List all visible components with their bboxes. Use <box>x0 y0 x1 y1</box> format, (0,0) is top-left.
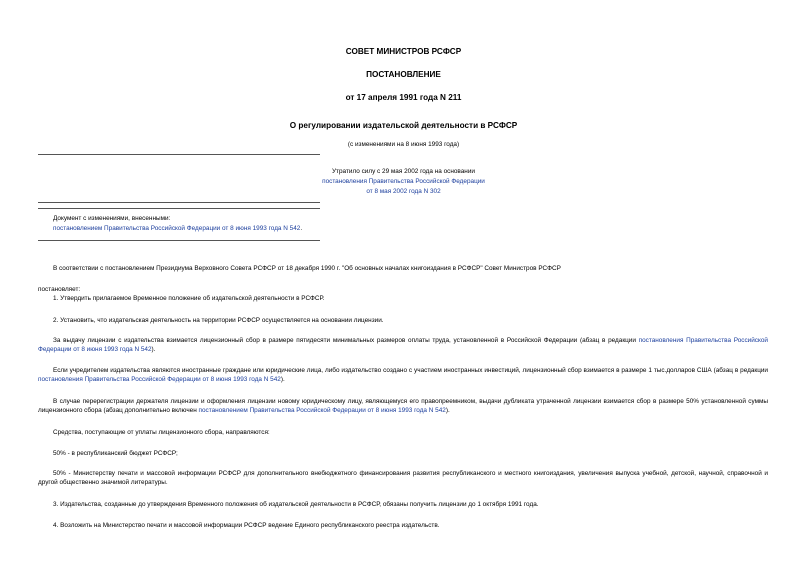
clause-3: 3. Издательства, созданные до утверждения Временного положения об издательской деятельности в РСФСР, обязаны получить лицензии до 1 октября 1991 года. <box>53 501 539 508</box>
divider <box>38 240 320 241</box>
divider <box>38 202 320 203</box>
issuing-authority: СОВЕТ МИНИСТРОВ РСФСР <box>345 47 462 56</box>
changes-line <box>53 224 302 233</box>
changes-label: Документ с изменениями, внесенными: <box>53 215 171 222</box>
divider <box>38 208 320 209</box>
clause-2-reregistration <box>38 397 768 416</box>
divider <box>38 154 320 155</box>
document-type: ПОСТАНОВЛЕНИЕ <box>366 70 441 79</box>
repeal-link-line2[interactable]: от 8 мая 2002 года N 302 <box>366 188 441 195</box>
clause-4: 4. Возложить на Министерство печати и массовой информации РСФСР ведение Единого республиканского реестра издательств. <box>53 522 440 529</box>
amendments-note: (с изменениями на 8 июня 1993 года) <box>347 141 460 148</box>
document-title: О регулировании издательской деятельности в РСФСР <box>289 121 518 130</box>
clause-2-foreign <box>38 366 768 385</box>
fee-tail: ). <box>151 346 156 354</box>
intro-paragraph: В соответствии с постановлением Президиума Верховного Совета РСФСР от 18 декабря 1990 г. "Об основных началах книгоиздания в РСФСР" Совет Министров РСФСР <box>53 265 561 272</box>
funds-budget: 50% - в республиканский бюджет РСФСР; <box>53 450 178 457</box>
funds-intro: Средства, поступающие от уплаты лицензионного сбора, направляются: <box>53 429 270 436</box>
foreign-amendment-link[interactable]: постановления Правительства Российской Федерации от 8 июня 1993 года N 542 <box>38 376 281 384</box>
repeal-link-line1[interactable]: постановления Правительства Российской Федерации <box>322 178 485 185</box>
foreign-tail: ). <box>280 376 285 384</box>
clause-2-fee <box>38 336 768 355</box>
document-date-number: от 17 апреля 1991 года N 211 <box>345 93 462 102</box>
amendment-link[interactable]: постановлением Правительства Российской Федерации от 8 июня 1993 года N 542 <box>53 225 301 232</box>
fee-amendment-link[interactable]: постановления Правительства Российской Федерации от 8 июня 1993 года N 542 <box>38 337 768 354</box>
resolves-word: постановляет: <box>38 286 81 293</box>
changes-tail: . <box>300 225 303 232</box>
funds-ministry: 50% - Министерству печати и массовой информации РСФСР для дополнительного внебюджетного финансирования развития республиканского и местного книгоиздания, увеличения выпуска учебной, детской, научной, справочной и другой общественно значимой литературы. <box>38 470 768 487</box>
fee-text: За выдачу лицензии с издательства взимается лицензионный сбор в размере пятидесяти минимальных размеров оплаты труда, установленной в Российской Федерации (абзац в редакции <box>53 337 639 344</box>
status-text: Утратило силу с 29 мая 2002 года на основании <box>332 168 475 175</box>
clause-1: 1. Утвердить прилагаемое Временное положение об издательской деятельности в РСФСР. <box>53 295 325 302</box>
rereg-tail: ). <box>445 407 450 415</box>
clause-2: 2. Установить, что издательская деятельность на территории РСФСР осуществляется на основании лицензии. <box>53 317 384 324</box>
rereg-amendment-link[interactable]: постановлением Правительства Российской Федерации от 8 июня 1993 года N 542 <box>198 407 446 415</box>
foreign-text: Если учредителем издательства являются иностранные граждане или юридические лица, либо издательство создано с участием иностранных инвестиций, лицензионный сбор взимается в размере 1 тыс.долларов США (абзац в редакции <box>53 367 768 374</box>
rereg-text: В случае перерегистрации держателя лицензии и оформления лицензии новому юридическому лицу, являющемуся его правопреемником, выдачи дубликата утраченной лицензии взимается сбор в размере 50% установленной суммы лицензионного сбора (абзац дополнительно включен <box>38 398 768 415</box>
